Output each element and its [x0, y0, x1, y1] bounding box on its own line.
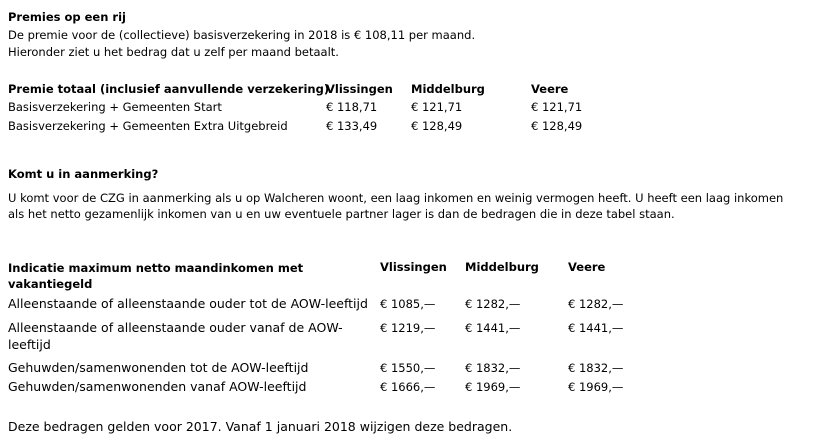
income-header-middelburg: Middelburg [465, 260, 539, 274]
income-cell-vlissingen: € 1550,— [380, 361, 436, 375]
income-cell-veere: € 1282,— [568, 297, 624, 311]
income-cell-vlissingen: € 1219,— [380, 321, 436, 335]
premium-row-label: Basisverzekering + Gemeenten Extra Uitgebreid [8, 119, 288, 133]
income-cell-middelburg: € 1969,— [465, 380, 521, 394]
income-cell-veere: € 1969,— [568, 380, 624, 394]
income-cell-vlissingen: € 1085,— [380, 297, 436, 311]
income-row-label: Alleenstaande of alleenstaande ouder tot de AOW-leeftijd [8, 296, 368, 311]
premies-intro-line-2: Hieronder ziet u het bedrag dat u zelf per maand betaalt. [8, 45, 339, 59]
premium-cell-vlissingen: € 133,49 [326, 119, 378, 133]
eligibility-heading: Komt u in aanmerking? [8, 167, 159, 181]
income-cell-middelburg: € 1282,— [465, 297, 521, 311]
premium-cell-veere: € 128,49 [531, 119, 583, 133]
premium-header-veere: Veere [531, 82, 569, 96]
premium-header-middelburg: Middelburg [411, 82, 485, 96]
premium-cell-middelburg: € 128,49 [411, 119, 463, 133]
income-header-veere: Veere [568, 260, 606, 274]
income-cell-vlissingen: € 1666,— [380, 380, 436, 394]
income-row-label: Gehuwden/samenwonenden vanaf AOW-leeftijd [8, 379, 307, 394]
eligibility-text-line-2: als het netto gezamenlijk inkomen van u en uw eventuele partner lager is dan de bedragen die in deze tabel staan. [8, 207, 675, 221]
premium-cell-middelburg: € 121,71 [411, 100, 463, 114]
premium-cell-veere: € 121,71 [531, 100, 583, 114]
income-cell-middelburg: € 1832,— [465, 361, 521, 375]
income-row-label: Gehuwden/samenwonenden tot de AOW-leeftijd [8, 360, 309, 375]
eligibility-text-line-1: U komt voor de CZG in aanmerking als u op Walcheren woont, een laag inkomen en weinig vermogen heeft. U heeft een laag inkomen [8, 191, 784, 205]
income-cell-veere: € 1441,— [568, 321, 624, 335]
income-cell-veere: € 1832,— [568, 361, 624, 375]
footer-note: Deze bedragen gelden voor 2017. Vanaf 1 januari 2018 wijzigen deze bedragen. [8, 419, 513, 434]
premium-header-vlissingen: Vlissingen [326, 82, 393, 96]
premium-row-label: Basisverzekering + Gemeenten Start [8, 100, 222, 114]
premium-header-label: Premie totaal (inclusief aanvullende verzekering) [8, 82, 330, 96]
premies-heading: Premies op een rij [8, 10, 126, 24]
income-cell-middelburg: € 1441,— [465, 321, 521, 335]
income-row-label: Alleenstaande of alleenstaande ouder vanaf de AOW-leeftijd [8, 320, 343, 352]
premium-cell-vlissingen: € 118,71 [326, 100, 378, 114]
income-header-label: Indicatie maximum netto maandinkomen met vakantiegeld [8, 261, 304, 291]
premies-intro-line-1: De premie voor de (collectieve) basisverzekering in 2018 is € 108,11 per maand. [8, 28, 476, 42]
income-header-vlissingen: Vlissingen [380, 260, 447, 274]
